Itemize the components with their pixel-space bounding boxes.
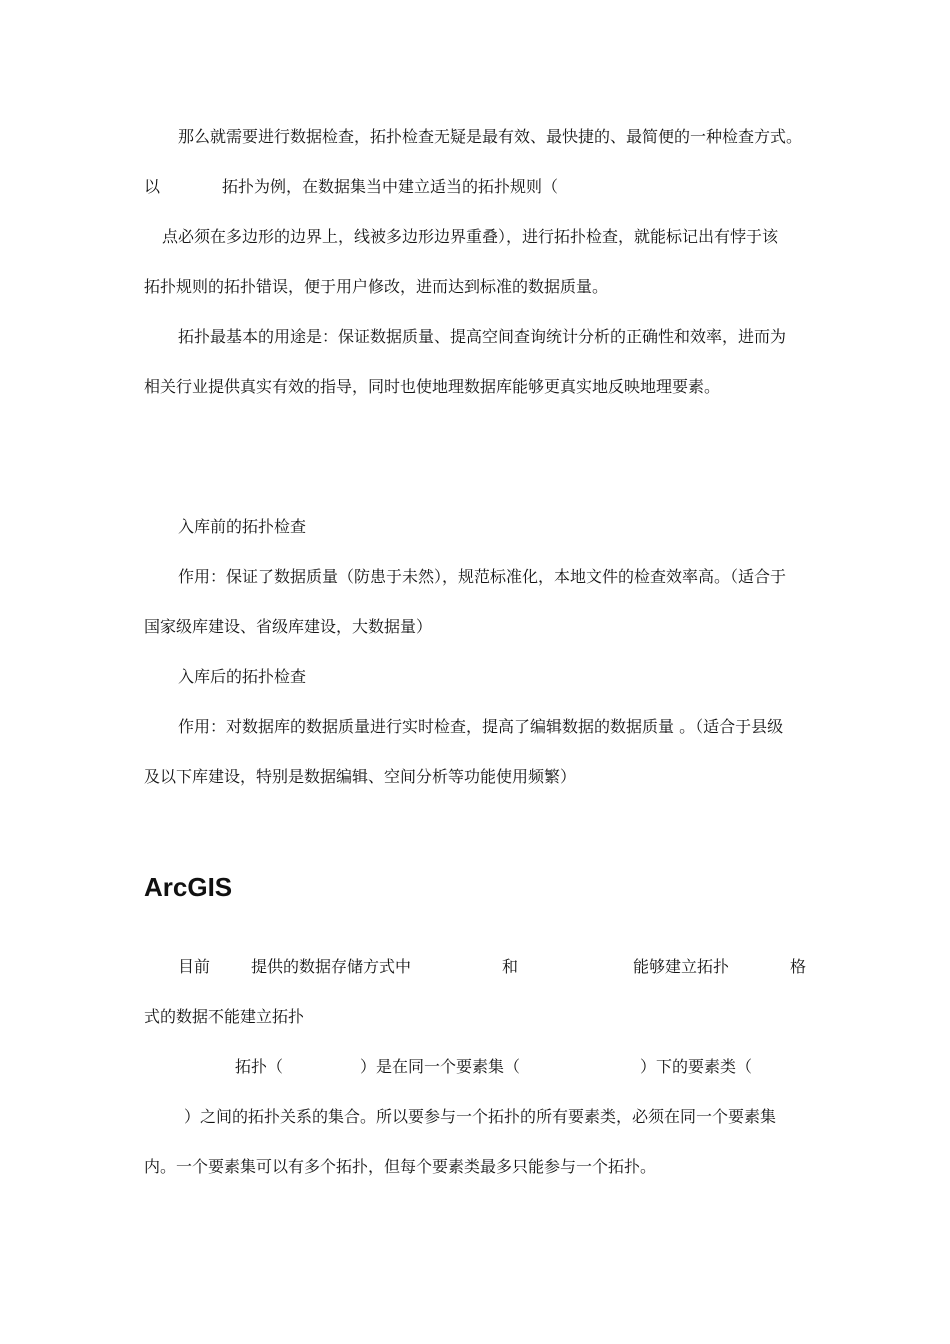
paragraph-line: 拓扑最基本的用途是：保证数据质量、提高空间查询统计分析的正确性和效率，进而为	[178, 327, 787, 346]
text-fragment: ）是在同一个要素集（	[360, 1057, 521, 1076]
paragraph-line: 作用：保证了数据质量（防患于未然），规范标准化，本地文件的检查效率高。（适合于	[178, 567, 787, 586]
text-fragment: 拓扑（	[235, 1057, 284, 1076]
paragraph-line: 相关行业提供真实有效的指导，同时也使地理数据库能够更真实地反映地理要素。	[144, 377, 721, 396]
text-fragment: ）下的要素类（	[640, 1057, 753, 1076]
subheading-post-import-check: 入库后的拓扑检查	[178, 667, 307, 686]
paragraph-line: ）之间的拓扑关系的集合。所以要参与一个拓扑的所有要素类，必须在同一个要素集	[184, 1107, 777, 1126]
text-fragment: 能够建立拓扑	[633, 957, 730, 976]
paragraph-line: 那么就需要进行数据检查，拓扑检查无疑是最有效、最快捷的、最简便的一种检查方式。	[178, 127, 803, 146]
paragraph-line: 拓扑为例，在数据集当中建立适当的拓扑规则（	[222, 177, 559, 196]
paragraph-line: 及以下库建设，特别是数据编辑、空间分析等功能使用频繁）	[144, 767, 577, 786]
paragraph-line: 国家级库建设、省级库建设，大数据量）	[144, 617, 433, 636]
paragraph-line: 作用：对数据库的数据质量进行实时检查，提高了编辑数据的数据质量 。（适合于县级	[178, 717, 784, 736]
text-fragment: 格	[790, 957, 807, 976]
paragraph-line: 以	[144, 177, 161, 196]
text-fragment: 提供的数据存储方式中	[251, 957, 412, 976]
subheading-pre-import-check: 入库前的拓扑检查	[178, 517, 307, 536]
text-fragment: 目前	[178, 957, 211, 976]
text-fragment: 和	[502, 957, 519, 976]
paragraph-line: 点必须在多边形的边界上，线被多边形边界重叠），进行拓扑检查，就能标记出有悖于该	[162, 227, 779, 246]
paragraph-line: 内。一个要素集可以有多个拓扑，但每个要素类最多只能参与一个拓扑。	[144, 1157, 657, 1176]
section-heading: ArcGIS	[144, 872, 233, 902]
paragraph-line: 式的数据不能建立拓扑	[144, 1007, 305, 1026]
paragraph-line: 拓扑规则的拓扑错误，便于用户修改，进而达到标准的数据质量。	[144, 277, 609, 296]
